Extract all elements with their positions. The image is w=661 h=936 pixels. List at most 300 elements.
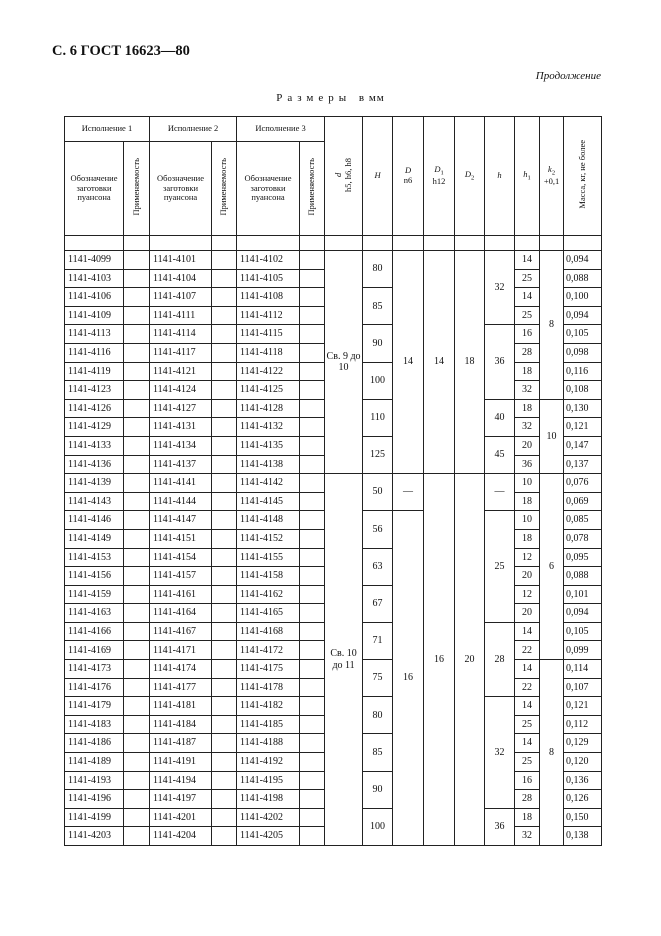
applicability-1-cell: [124, 622, 150, 641]
k2-group-cell: 8: [540, 251, 564, 400]
designation-2-cell: 1141-4137: [150, 455, 212, 474]
designation-3-cell: 1141-4155: [237, 548, 300, 567]
d-group-cell: Св. 9 до 10: [325, 251, 363, 474]
applicability-1-cell: [124, 269, 150, 288]
designation-1-cell: 1141-4199: [65, 808, 124, 827]
designation-2-cell: 1141-4194: [150, 771, 212, 790]
designation-2-cell: 1141-4111: [150, 306, 212, 325]
header-d-symbol: d: [332, 172, 343, 177]
header-k2-sub: 2: [551, 169, 556, 177]
h1-cell: 16: [515, 771, 540, 790]
designation-2-cell: 1141-4191: [150, 753, 212, 772]
header-D1-symbol: D: [434, 164, 441, 175]
applicability-2-cell: [212, 808, 237, 827]
applicability-1-cell: [124, 381, 150, 400]
header-h: h: [485, 117, 515, 236]
applicability-2-cell: [212, 715, 237, 734]
applicability-2-cell: [212, 641, 237, 660]
applicability-3-cell: [300, 325, 325, 344]
designation-2-cell: 1141-4101: [150, 251, 212, 270]
applicability-2-cell: [212, 790, 237, 809]
header-d-tolerance: h5, h6, h8: [342, 157, 353, 192]
designation-2-cell: 1141-4127: [150, 399, 212, 418]
applicability-1-cell: [124, 567, 150, 586]
dimensions-caption: [0, 92, 661, 104]
designation-2-cell: 1141-4154: [150, 548, 212, 567]
applicability-2-cell: [212, 269, 237, 288]
applicability-1-cell: [124, 474, 150, 493]
mass-cell: 0,078: [564, 529, 602, 548]
h-group-cell: 80: [363, 697, 393, 734]
h1-cell: 10: [515, 511, 540, 530]
applicability-2-cell: [212, 734, 237, 753]
header-D1-tolerance: h12: [432, 176, 446, 187]
header-D2-sub: 2: [470, 174, 475, 182]
header-D1-sub: 1: [440, 169, 444, 177]
mass-cell: 0,105: [564, 325, 602, 344]
applicability-3-cell: [300, 306, 325, 325]
h-group-cell: 28: [485, 622, 515, 696]
h1-cell: 32: [515, 827, 540, 846]
designation-3-cell: 1141-4175: [237, 660, 300, 679]
d1-group-cell: 16: [424, 474, 455, 846]
h1-cell: 12: [515, 548, 540, 567]
designation-1-cell: 1141-4103: [65, 269, 124, 288]
d-group-cell: Св. 10 до 11: [325, 474, 363, 846]
designation-1-cell: 1141-4116: [65, 343, 124, 362]
applicability-1-cell: [124, 827, 150, 846]
mass-cell: 0,130: [564, 399, 602, 418]
header-mass: [564, 117, 602, 236]
applicability-1-cell: [124, 455, 150, 474]
h-group-cell: 100: [363, 808, 393, 845]
h1-cell: 14: [515, 734, 540, 753]
applicability-3-cell: [300, 343, 325, 362]
h1-cell: 32: [515, 381, 540, 400]
applicability-3-cell: [300, 715, 325, 734]
applicability-2-cell: [212, 529, 237, 548]
table-row: [65, 474, 602, 493]
h-group-cell: 100: [363, 362, 393, 399]
designation-3-cell: 1141-4195: [237, 771, 300, 790]
h-group-cell: 80: [363, 251, 393, 288]
header-mass-label: Масса, кг, не более: [576, 140, 587, 209]
mass-cell: 0,147: [564, 436, 602, 455]
designation-3-cell: 1141-4168: [237, 622, 300, 641]
d2-group-cell: 20: [455, 474, 485, 846]
designation-3-cell: 1141-4145: [237, 492, 300, 511]
designation-1-cell: 1141-4133: [65, 436, 124, 455]
applicability-3-cell: [300, 660, 325, 679]
applicability-2-cell: [212, 325, 237, 344]
h1-cell: 25: [515, 753, 540, 772]
mass-cell: 0,150: [564, 808, 602, 827]
mass-cell: 0,107: [564, 678, 602, 697]
h1-cell: 14: [515, 622, 540, 641]
mass-cell: 0,114: [564, 660, 602, 679]
applicability-3-cell: [300, 529, 325, 548]
applicability-1-cell: [124, 790, 150, 809]
applicability-3-cell: [300, 753, 325, 772]
d-group-cell: —: [393, 474, 424, 511]
applicability-2-cell: [212, 436, 237, 455]
applicability-3-cell: [300, 734, 325, 753]
header-h1-symbol: h: [523, 168, 528, 179]
applicability-2-cell: [212, 474, 237, 493]
mass-cell: 0,121: [564, 697, 602, 716]
applicability-2-cell: [212, 827, 237, 846]
applicability-1-cell: [124, 604, 150, 623]
designation-3-cell: 1141-4118: [237, 343, 300, 362]
header-isp3: Исполнение 3: [237, 117, 325, 142]
table-row: [65, 251, 602, 270]
header-applicability-2-label: Применяемость: [218, 158, 229, 216]
mass-cell: 0,129: [564, 734, 602, 753]
h-group-cell: 36: [485, 325, 515, 399]
designation-1-cell: 1141-4099: [65, 251, 124, 270]
applicability-2-cell: [212, 622, 237, 641]
designation-3-cell: 1141-4115: [237, 325, 300, 344]
applicability-1-cell: [124, 585, 150, 604]
designation-1-cell: 1141-4106: [65, 288, 124, 307]
designation-1-cell: 1141-4156: [65, 567, 124, 586]
designation-1-cell: 1141-4193: [65, 771, 124, 790]
applicability-3-cell: [300, 622, 325, 641]
designation-2-cell: 1141-4177: [150, 678, 212, 697]
h-group-cell: —: [485, 474, 515, 511]
mass-cell: 0,120: [564, 753, 602, 772]
designation-1-cell: 1141-4179: [65, 697, 124, 716]
header-spacer-row: [65, 236, 602, 251]
applicability-1-cell: [124, 511, 150, 530]
designation-3-cell: 1141-4105: [237, 269, 300, 288]
header-D2-symbol: D: [464, 168, 471, 179]
applicability-1-cell: [124, 678, 150, 697]
mass-cell: 0,094: [564, 604, 602, 623]
header-applicability-2: [212, 142, 237, 236]
h1-cell: 18: [515, 492, 540, 511]
designation-1-cell: 1141-4149: [65, 529, 124, 548]
designation-1-cell: 1141-4129: [65, 418, 124, 437]
designation-2-cell: 1141-4157: [150, 567, 212, 586]
header-h1: [515, 117, 540, 236]
mass-cell: 0,099: [564, 641, 602, 660]
applicability-1-cell: [124, 734, 150, 753]
d-group-cell: 16: [393, 511, 424, 846]
designation-3-cell: 1141-4165: [237, 604, 300, 623]
h1-cell: 25: [515, 306, 540, 325]
designation-1-cell: 1141-4113: [65, 325, 124, 344]
mass-cell: 0,100: [564, 288, 602, 307]
applicability-2-cell: [212, 399, 237, 418]
designation-1-cell: 1141-4143: [65, 492, 124, 511]
applicability-2-cell: [212, 251, 237, 270]
mass-cell: 0,095: [564, 548, 602, 567]
designation-3-cell: 1141-4125: [237, 381, 300, 400]
header-applicability-3: [300, 142, 325, 236]
designation-2-cell: 1141-4164: [150, 604, 212, 623]
applicability-1-cell: [124, 436, 150, 455]
header-isp2: Исполнение 2: [150, 117, 237, 142]
dimensions-table: [64, 116, 602, 846]
applicability-3-cell: [300, 697, 325, 716]
mass-cell: 0,136: [564, 771, 602, 790]
h1-cell: 28: [515, 343, 540, 362]
header-D-symbol: D: [404, 165, 412, 176]
applicability-1-cell: [124, 753, 150, 772]
designation-1-cell: 1141-4109: [65, 306, 124, 325]
applicability-1-cell: [124, 492, 150, 511]
applicability-2-cell: [212, 678, 237, 697]
designation-3-cell: 1141-4162: [237, 585, 300, 604]
applicability-2-cell: [212, 362, 237, 381]
designation-1-cell: 1141-4186: [65, 734, 124, 753]
h-group-cell: 32: [485, 697, 515, 809]
dimensions-caption-unit: в мм: [358, 92, 385, 104]
header-h1-sub: 1: [527, 174, 531, 182]
h1-cell: 18: [515, 362, 540, 381]
applicability-2-cell: [212, 418, 237, 437]
applicability-1-cell: [124, 660, 150, 679]
designation-3-cell: 1141-4138: [237, 455, 300, 474]
h1-cell: 18: [515, 399, 540, 418]
designation-1-cell: 1141-4196: [65, 790, 124, 809]
applicability-2-cell: [212, 697, 237, 716]
h1-cell: 18: [515, 808, 540, 827]
h1-cell: 20: [515, 604, 540, 623]
designation-2-cell: 1141-4147: [150, 511, 212, 530]
designation-2-cell: 1141-4117: [150, 343, 212, 362]
header-d: [325, 117, 363, 236]
mass-cell: 0,112: [564, 715, 602, 734]
mass-cell: 0,105: [564, 622, 602, 641]
designation-1-cell: 1141-4136: [65, 455, 124, 474]
applicability-1-cell: [124, 641, 150, 660]
h-group-cell: 40: [485, 399, 515, 436]
designation-2-cell: 1141-4174: [150, 660, 212, 679]
mass-cell: 0,108: [564, 381, 602, 400]
designation-2-cell: 1141-4141: [150, 474, 212, 493]
mass-cell: 0,094: [564, 306, 602, 325]
dimensions-table-wrapper: [64, 116, 601, 846]
designation-3-cell: 1141-4192: [237, 753, 300, 772]
mass-cell: 0,088: [564, 269, 602, 288]
h-group-cell: 90: [363, 325, 393, 362]
h1-cell: 10: [515, 474, 540, 493]
h-group-cell: 63: [363, 548, 393, 585]
header-k2-symbol: k: [548, 164, 552, 175]
applicability-2-cell: [212, 511, 237, 530]
designation-1-cell: 1141-4189: [65, 753, 124, 772]
applicability-3-cell: [300, 251, 325, 270]
designation-1-cell: 1141-4173: [65, 660, 124, 679]
applicability-3-cell: [300, 827, 325, 846]
designation-2-cell: 1141-4144: [150, 492, 212, 511]
designation-2-cell: 1141-4161: [150, 585, 212, 604]
designation-1-cell: 1141-4146: [65, 511, 124, 530]
applicability-2-cell: [212, 492, 237, 511]
designation-2-cell: 1141-4121: [150, 362, 212, 381]
designation-3-cell: 1141-4102: [237, 251, 300, 270]
applicability-1-cell: [124, 771, 150, 790]
mass-cell: 0,085: [564, 511, 602, 530]
designation-2-cell: 1141-4151: [150, 529, 212, 548]
k2-group-cell: 8: [540, 660, 564, 846]
designation-3-cell: 1141-4128: [237, 399, 300, 418]
applicability-2-cell: [212, 288, 237, 307]
h1-cell: 14: [515, 288, 540, 307]
designation-1-cell: 1141-4203: [65, 827, 124, 846]
designation-2-cell: 1141-4124: [150, 381, 212, 400]
h-group-cell: 67: [363, 585, 393, 622]
h1-cell: 20: [515, 436, 540, 455]
designation-3-cell: 1141-4122: [237, 362, 300, 381]
designation-3-cell: 1141-4112: [237, 306, 300, 325]
designation-3-cell: 1141-4108: [237, 288, 300, 307]
mass-cell: 0,098: [564, 343, 602, 362]
header-D-tolerance: n6: [403, 175, 413, 185]
designation-2-cell: 1141-4131: [150, 418, 212, 437]
h1-cell: 25: [515, 269, 540, 288]
applicability-1-cell: [124, 306, 150, 325]
h-group-cell: 85: [363, 734, 393, 771]
h1-cell: 28: [515, 790, 540, 809]
h-group-cell: 71: [363, 622, 393, 659]
applicability-1-cell: [124, 343, 150, 362]
h-group-cell: 25: [485, 511, 515, 623]
header-isp1: Исполнение 1: [65, 117, 150, 142]
h1-cell: 18: [515, 529, 540, 548]
applicability-2-cell: [212, 585, 237, 604]
designation-3-cell: 1141-4198: [237, 790, 300, 809]
applicability-2-cell: [212, 548, 237, 567]
applicability-1-cell: [124, 529, 150, 548]
h1-cell: 16: [515, 325, 540, 344]
applicability-3-cell: [300, 567, 325, 586]
header-k2: [540, 117, 564, 236]
applicability-3-cell: [300, 474, 325, 493]
header-applicability-3-label: Применяемость: [306, 158, 317, 216]
header-applicability-1-label: Применяемость: [130, 158, 141, 216]
applicability-2-cell: [212, 604, 237, 623]
applicability-2-cell: [212, 455, 237, 474]
designation-2-cell: 1141-4171: [150, 641, 212, 660]
mass-cell: 0,069: [564, 492, 602, 511]
header-designation-3: Обозначение заготовки пуансона: [237, 142, 300, 236]
applicability-1-cell: [124, 418, 150, 437]
h1-cell: 14: [515, 251, 540, 270]
mass-cell: 0,137: [564, 455, 602, 474]
applicability-3-cell: [300, 678, 325, 697]
mass-cell: 0,088: [564, 567, 602, 586]
designation-2-cell: 1141-4181: [150, 697, 212, 716]
h-group-cell: 45: [485, 436, 515, 473]
mass-cell: 0,101: [564, 585, 602, 604]
designation-1-cell: 1141-4176: [65, 678, 124, 697]
designation-1-cell: 1141-4166: [65, 622, 124, 641]
mass-cell: 0,126: [564, 790, 602, 809]
h-group-cell: 90: [363, 771, 393, 808]
h1-cell: 36: [515, 455, 540, 474]
applicability-3-cell: [300, 362, 325, 381]
designation-3-cell: 1141-4148: [237, 511, 300, 530]
designation-2-cell: 1141-4204: [150, 827, 212, 846]
applicability-3-cell: [300, 641, 325, 660]
designation-2-cell: 1141-4201: [150, 808, 212, 827]
dimensions-caption-label: Размеры: [276, 92, 352, 104]
designation-2-cell: 1141-4184: [150, 715, 212, 734]
applicability-3-cell: [300, 399, 325, 418]
d1-group-cell: 14: [424, 251, 455, 474]
applicability-2-cell: [212, 343, 237, 362]
applicability-1-cell: [124, 548, 150, 567]
designation-1-cell: 1141-4163: [65, 604, 124, 623]
header-D1: [424, 117, 455, 236]
h1-cell: 14: [515, 660, 540, 679]
designation-3-cell: 1141-4202: [237, 808, 300, 827]
designation-2-cell: 1141-4107: [150, 288, 212, 307]
h-group-cell: 75: [363, 660, 393, 697]
h1-cell: 32: [515, 418, 540, 437]
applicability-3-cell: [300, 436, 325, 455]
applicability-2-cell: [212, 771, 237, 790]
header-designation-1: Обозначение заготовки пуансона: [65, 142, 124, 236]
applicability-3-cell: [300, 604, 325, 623]
designation-1-cell: 1141-4139: [65, 474, 124, 493]
h1-cell: 22: [515, 641, 540, 660]
header-H: H: [363, 117, 393, 236]
designation-1-cell: 1141-4123: [65, 381, 124, 400]
applicability-1-cell: [124, 362, 150, 381]
h1-cell: 25: [515, 715, 540, 734]
k2-group-cell: 10: [540, 399, 564, 473]
designation-2-cell: 1141-4197: [150, 790, 212, 809]
designation-3-cell: 1141-4172: [237, 641, 300, 660]
applicability-3-cell: [300, 808, 325, 827]
mass-cell: 0,076: [564, 474, 602, 493]
designation-3-cell: 1141-4135: [237, 436, 300, 455]
mass-cell: 0,094: [564, 251, 602, 270]
applicability-1-cell: [124, 288, 150, 307]
h1-cell: 22: [515, 678, 540, 697]
applicability-1-cell: [124, 715, 150, 734]
designation-3-cell: 1141-4152: [237, 529, 300, 548]
applicability-2-cell: [212, 381, 237, 400]
designation-2-cell: 1141-4187: [150, 734, 212, 753]
designation-1-cell: 1141-4126: [65, 399, 124, 418]
h-group-cell: 110: [363, 399, 393, 436]
d2-group-cell: 18: [455, 251, 485, 474]
designation-1-cell: 1141-4183: [65, 715, 124, 734]
mass-cell: 0,138: [564, 827, 602, 846]
designation-3-cell: 1141-4158: [237, 567, 300, 586]
page-header: С. 6 ГОСТ 16623—80: [52, 43, 190, 59]
designation-2-cell: 1141-4114: [150, 325, 212, 344]
applicability-1-cell: [124, 325, 150, 344]
h-group-cell: 85: [363, 288, 393, 325]
h1-cell: 20: [515, 567, 540, 586]
applicability-1-cell: [124, 697, 150, 716]
applicability-3-cell: [300, 492, 325, 511]
h-group-cell: 125: [363, 436, 393, 473]
header-applicability-1: [124, 142, 150, 236]
designation-1-cell: 1141-4153: [65, 548, 124, 567]
applicability-3-cell: [300, 269, 325, 288]
applicability-3-cell: [300, 585, 325, 604]
applicability-3-cell: [300, 548, 325, 567]
h-group-cell: 32: [485, 251, 515, 325]
applicability-2-cell: [212, 567, 237, 586]
